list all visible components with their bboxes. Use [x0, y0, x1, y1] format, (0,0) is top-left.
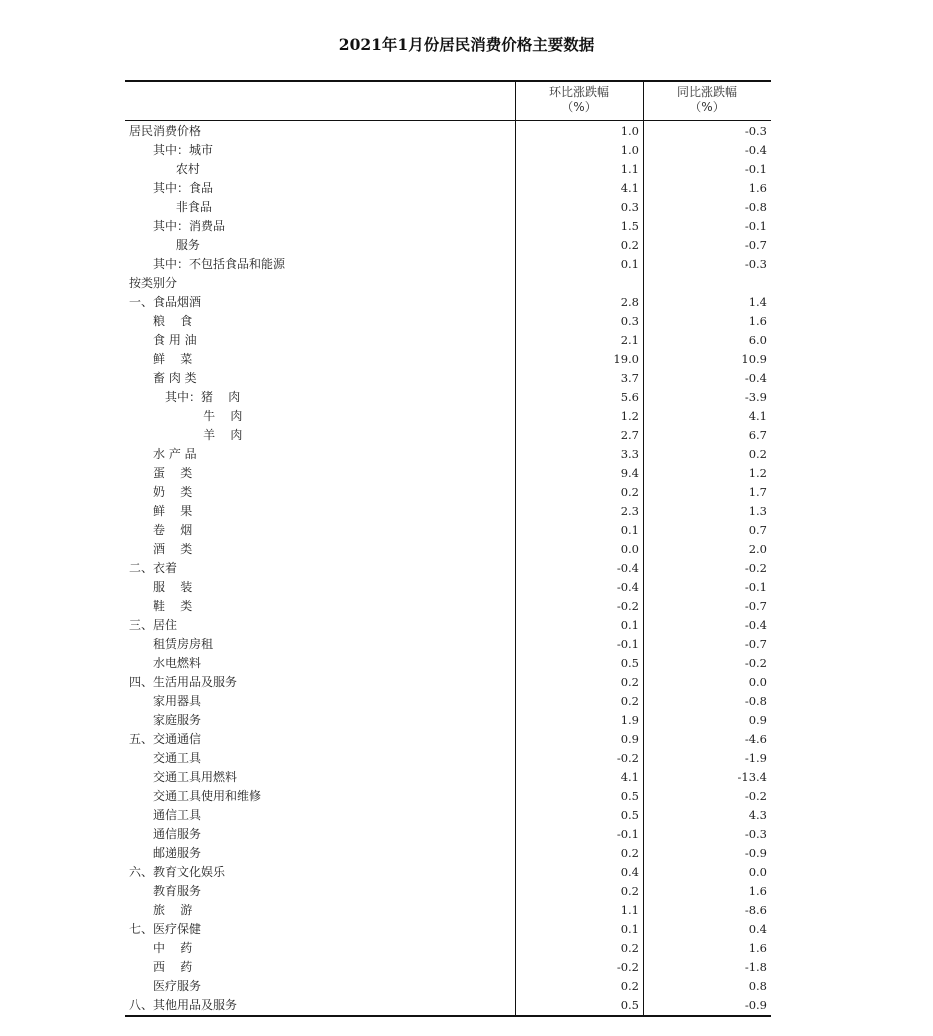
yoy-value: -0.1 [744, 162, 767, 176]
row-label: 蛋 类 [153, 466, 193, 480]
mom-value: 2.8 [620, 295, 639, 309]
yoy-value: -8.6 [744, 903, 767, 917]
yoy-value: -0.1 [744, 219, 767, 233]
mom-value: 0.2 [620, 485, 639, 499]
table-row [125, 274, 771, 293]
table-body [125, 122, 771, 1015]
row-label: 食 用 油 [153, 333, 197, 347]
row-label: 粮 食 [153, 314, 193, 328]
row-label: 其中：城市 [153, 143, 214, 157]
mom-value: 1.2 [620, 409, 639, 423]
mom-value: -0.2 [616, 751, 639, 765]
table-row [125, 958, 771, 977]
yoy-value: -0.3 [744, 124, 767, 138]
row-label: 医疗服务 [153, 979, 202, 993]
mom-value: 1.9 [620, 713, 639, 727]
cpi-table [125, 80, 771, 1017]
mom-value: 0.0 [620, 542, 639, 556]
header-yoy-label: 同比涨跌幅 [676, 85, 737, 99]
yoy-value: -0.9 [744, 846, 767, 860]
yoy-value: -0.7 [744, 637, 767, 651]
mom-value: 1.1 [620, 903, 639, 917]
mom-value: -0.2 [616, 960, 639, 974]
row-label: 奶 类 [153, 485, 193, 499]
mom-value: 0.4 [620, 865, 639, 879]
yoy-value: 6.7 [748, 428, 767, 442]
row-label: 其中：食品 [153, 181, 214, 195]
table-row [125, 293, 771, 312]
mom-value: 0.2 [620, 846, 639, 860]
row-label: 一、食品烟酒 [129, 295, 202, 309]
yoy-value: -1.8 [744, 960, 767, 974]
table-row [125, 654, 771, 673]
mom-value: 4.1 [620, 181, 639, 195]
row-label: 中 药 [153, 941, 193, 955]
table-row [125, 179, 771, 198]
mom-value: 19.0 [613, 352, 639, 366]
yoy-value: -0.2 [744, 656, 767, 670]
mom-value: 0.5 [620, 789, 639, 803]
yoy-value: -0.4 [744, 371, 767, 385]
yoy-value: 1.6 [748, 884, 767, 898]
row-label: 通信服务 [153, 827, 202, 841]
yoy-value: 1.3 [748, 504, 767, 518]
table-row [125, 711, 771, 730]
row-label: 三、居住 [129, 618, 178, 632]
mom-value: 0.2 [620, 694, 639, 708]
yoy-value: 1.6 [748, 181, 767, 195]
table-row [125, 426, 771, 445]
table-row [125, 996, 771, 1015]
mom-value: 0.1 [620, 922, 639, 936]
table-row [125, 787, 771, 806]
table-row [125, 236, 771, 255]
mom-value: 0.1 [620, 257, 639, 271]
row-label: 二、衣着 [129, 561, 178, 575]
row-label: 五、交通通信 [129, 732, 202, 746]
mom-value: 1.1 [620, 162, 639, 176]
row-label: 鞋 类 [153, 599, 193, 613]
row-label: 家庭服务 [153, 713, 202, 727]
yoy-value: 0.8 [748, 979, 767, 993]
mom-value: 2.1 [620, 333, 639, 347]
row-label: 牛 肉 [165, 409, 243, 423]
yoy-value: -0.7 [744, 238, 767, 252]
mom-value: -0.4 [616, 580, 639, 594]
table-row [125, 768, 771, 787]
row-label: 服务 [153, 238, 200, 252]
mom-value: 2.7 [620, 428, 639, 442]
yoy-value: -0.8 [744, 694, 767, 708]
header-divider [125, 120, 771, 121]
yoy-value: 1.6 [748, 314, 767, 328]
row-label: 酒 类 [153, 542, 193, 556]
table-row [125, 407, 771, 426]
mom-value: 9.4 [620, 466, 639, 480]
table-row [125, 844, 771, 863]
row-label: 邮递服务 [153, 846, 202, 860]
mom-value: 3.3 [620, 447, 639, 461]
table-row [125, 578, 771, 597]
header-mom-unit: （%） [561, 100, 597, 114]
table-row [125, 635, 771, 654]
mom-value: 0.9 [620, 732, 639, 746]
table-row [125, 616, 771, 635]
row-label: 租赁房房租 [153, 637, 214, 651]
mom-value: 0.5 [620, 656, 639, 670]
yoy-value: 6.0 [748, 333, 767, 347]
row-label: 鲜 菜 [153, 352, 193, 366]
page-title: 2021年1月份居民消费价格主要数据 [338, 35, 595, 54]
mom-value: -0.1 [616, 827, 639, 841]
row-label: 家用器具 [153, 694, 202, 708]
table-row [125, 977, 771, 996]
mom-value: -0.4 [616, 561, 639, 575]
yoy-value: -0.9 [744, 998, 767, 1012]
table-row [125, 331, 771, 350]
mom-value: 0.1 [620, 618, 639, 632]
row-label: 其中：不包括食品和能源 [153, 257, 286, 271]
table-row [125, 559, 771, 578]
row-label: 交通工具 [153, 751, 202, 765]
row-label: 教育服务 [153, 884, 202, 898]
mom-value: 0.2 [620, 675, 639, 689]
mom-value: 0.5 [620, 998, 639, 1012]
mom-value: 0.2 [620, 884, 639, 898]
yoy-value: 1.2 [748, 466, 767, 480]
table-row [125, 312, 771, 331]
yoy-value: -0.1 [744, 580, 767, 594]
yoy-value: -0.2 [744, 789, 767, 803]
header-mom-label: 环比涨跌幅 [548, 85, 609, 99]
table-row [125, 597, 771, 616]
row-label: 其中：消费品 [153, 219, 226, 233]
row-label: 居民消费价格 [129, 124, 202, 138]
row-label: 旅 游 [153, 903, 193, 917]
table-row [125, 730, 771, 749]
mom-value: 1.5 [620, 219, 639, 233]
yoy-value: 0.4 [748, 922, 767, 936]
row-label: 水电燃料 [153, 656, 202, 670]
table-row [125, 882, 771, 901]
yoy-value: -0.7 [744, 599, 767, 613]
table-row [125, 521, 771, 540]
table-row [125, 141, 771, 160]
yoy-value: 0.7 [748, 523, 767, 537]
yoy-value: -0.2 [744, 561, 767, 575]
row-label: 畜 肉 类 [153, 371, 197, 385]
yoy-value: 1.4 [748, 295, 767, 309]
yoy-value: -0.4 [744, 618, 767, 632]
mom-value: 1.0 [620, 143, 639, 157]
row-label: 交通工具用燃料 [153, 770, 238, 784]
yoy-value: -0.3 [744, 827, 767, 841]
yoy-value: 4.1 [748, 409, 767, 423]
table-row [125, 540, 771, 559]
row-label: 水 产 品 [153, 447, 197, 461]
yoy-value: 4.3 [748, 808, 767, 822]
mom-value: 5.6 [620, 390, 639, 404]
row-label: 按类别分 [129, 276, 178, 290]
header-yoy-unit: （%） [689, 100, 725, 114]
yoy-value: 1.6 [748, 941, 767, 955]
mom-value: 1.0 [620, 124, 639, 138]
yoy-value: 1.7 [748, 485, 767, 499]
table-row [125, 483, 771, 502]
mom-value: 2.3 [620, 504, 639, 518]
mom-value: 0.2 [620, 979, 639, 993]
table-row [125, 806, 771, 825]
row-label: 七、医疗保健 [129, 922, 202, 936]
table-row [125, 749, 771, 768]
table-row [125, 502, 771, 521]
yoy-value: 0.0 [748, 675, 767, 689]
row-label: 交通工具使用和维修 [153, 789, 262, 803]
header-yoy [643, 85, 771, 115]
yoy-value: -1.9 [744, 751, 767, 765]
table-row [125, 350, 771, 369]
row-label: 通信工具 [153, 808, 202, 822]
mom-value: 3.7 [620, 371, 639, 385]
row-label: 八、其他用品及服务 [129, 998, 238, 1012]
mom-value: 0.2 [620, 238, 639, 252]
row-label: 卷 烟 [153, 523, 193, 537]
row-label: 农村 [153, 162, 200, 176]
row-label: 服 装 [153, 580, 193, 594]
mom-value: 4.1 [620, 770, 639, 784]
table-row [125, 217, 771, 236]
table-row [125, 445, 771, 464]
header-mom [515, 85, 643, 115]
row-label: 六、教育文化娱乐 [129, 865, 226, 879]
yoy-value: 0.2 [748, 447, 767, 461]
mom-value: 0.3 [620, 314, 639, 328]
table-row [125, 673, 771, 692]
yoy-value: -0.8 [744, 200, 767, 214]
table-row [125, 464, 771, 483]
yoy-value: -0.4 [744, 143, 767, 157]
mom-value: 0.1 [620, 523, 639, 537]
yoy-value: -4.6 [744, 732, 767, 746]
table-row [125, 160, 771, 179]
yoy-value: -13.4 [737, 770, 767, 784]
table-row [125, 939, 771, 958]
row-label: 非食品 [153, 200, 212, 214]
row-label: 西 药 [153, 960, 193, 974]
yoy-value: 0.9 [748, 713, 767, 727]
table-row [125, 901, 771, 920]
mom-value: 0.3 [620, 200, 639, 214]
table-row [125, 825, 771, 844]
table-row [125, 692, 771, 711]
table-row [125, 255, 771, 274]
table-row [125, 863, 771, 882]
yoy-value: 10.9 [741, 352, 767, 366]
table-row [125, 388, 771, 407]
row-label: 羊 肉 [165, 428, 243, 442]
row-label: 鲜 果 [153, 504, 193, 518]
mom-value: -0.2 [616, 599, 639, 613]
table-row [125, 198, 771, 217]
table-row [125, 920, 771, 939]
table-row [125, 122, 771, 141]
yoy-value: 0.0 [748, 865, 767, 879]
mom-value: 0.5 [620, 808, 639, 822]
mom-value: -0.1 [616, 637, 639, 651]
yoy-value: -3.9 [744, 390, 767, 404]
yoy-value: 2.0 [748, 542, 767, 556]
table-row [125, 369, 771, 388]
mom-value: 0.2 [620, 941, 639, 955]
yoy-value: -0.3 [744, 257, 767, 271]
row-label: 四、生活用品及服务 [129, 675, 238, 689]
row-label: 其中：猪 肉 [165, 390, 241, 404]
